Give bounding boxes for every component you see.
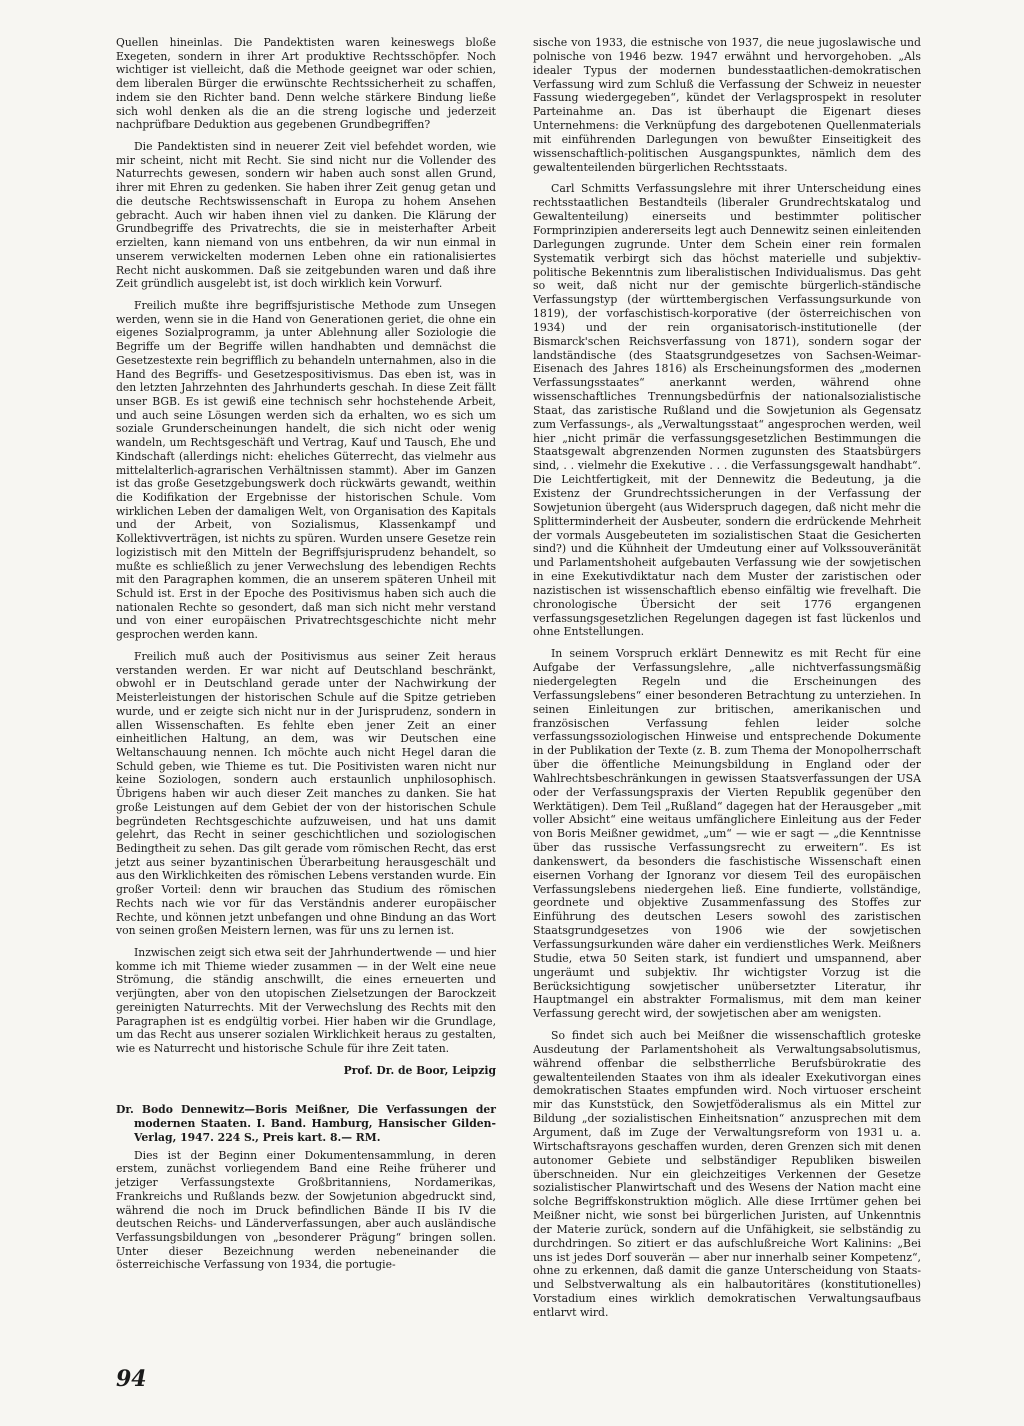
paragraph: So findet sich auch bei Meißner die wissenschaftlich groteske Ausdeutung der Parlamentshoheit als Verwaltungsabsolutismus, während offenbar die selbstherrliche Berufsbürokratie des gewaltenteilenden Staates von ihm als idealer Exekutivorgan eines demokratischen Staates empfunden wird. Noch virtuoser erscheint mir das Kunststück, den Sowjetföderalismus als ein Mittel zur Bildung „der sozialistischen Einheitsnation“ anzusprechen mit dem Argument, daß im Zuge der Verwaltungsreform von 1931 u. a. Wirtschaftsrayons geschaffen wurden, deren Grenzen sich mit denen autonomer Gebiete und selbständiger Republiken bisweilen überschneiden. Nur ein gleichzeitiges Verkennen der Gesetze sozialistischer Planwirtschaft und des Wesens der Nation macht eine solche Begriffskonstruktion möglich. Alle diese Irrtümer gehen bei Meißner nicht, wie sonst bei bürgerlichen Juristen, auf Unkenntnis der Materie zurück, sondern auf die Unfähigkeit, sie selbständig zu durchdringen. So zitiert er das aufschlußreiche Wort Kalinins: „Bei uns ist jedes Dorf souverän — aber nur innerhalb seiner Kompetenz“, ohne zu erkennen, daß damit die ganze Unterscheidung von Staats- und Selbstverwaltung als ein halbautoritäres (konstitutionelles) Vorstadium eines wirklich demokratischen Verwaltungsaufbaus entlarvt wird. <box>533 1029 921 1319</box>
page-number: 94 <box>116 1366 147 1392</box>
paragraph: Dies ist der Beginn einer Dokumentensammlung, in deren erstem, zunächst vorliegendem Band eine Reihe früherer und jetziger Verfassungstexte Großbritanniens, Nordamerikas, Frankreichs und Rußlands bezw. der Sowjetunion abgedruckt sind, während die noch im Druck befindlichen Bände II bis IV die deutschen Reichs- und Länderverfassungen, aber auch ausländische Verfassungsbildungen von „besonderer Prägung“ bringen sollen. Unter dieser Bezeichnung werden nebeneinander die österreichische Verfassung von 1934, die portugie- <box>116 1148 496 1272</box>
paragraph: In seinem Vorspruch erklärt Dennewitz es mit Recht für eine Aufgabe der Verfassungslehre, „alle nichtverfassungsmäßig niedergelegten Regeln und die Erscheinungen des Verfassungslebens“ einer besonderen Betrachtung zu unterziehen. In seinen Einleitungen zur britischen, amerikanischen und französischen Verfassung fehlen leider solche verfassungssoziologischen Hinweise und entsprechende Dokumente in der Publikation der Texte (z. B. zum Thema der Monopolherrschaft über die öffentliche Meinungsbildung in England oder der Wahlrechtsbeschränkungen in gewissen Staatsverfassungen der USA oder der Verfassungspraxis der Vierten Republik gegenüber den Werktätigen). Dem Teil „Rußland“ dagegen hat der Herausgeber „mit voller Absicht“ eine weitaus umfänglichere Einleitung aus der Feder von Boris Meißner gewidmet, „um“ — wie er sagt — „die Kenntnisse über das russische Verfassungsrecht zu erweitern“. Es ist dankenswert, da besonders die faschistische Wissenschaft einen eisernen Vorhang der Ignoranz vor diesem Teil des europäischen Verfassungslebens niedergehen ließ. Eine fundierte, vollständige, geordnete und objektive Zusammenfassung des Stoffes zur Einführung des deutschen Lesers sowohl des zaristischen Staatsgrundgesetzes von 1906 wie der sowjetischen Verfassungsurkunden wäre daher ein verdienstliches Werk. Meißners Studie, etwa 50 Seiten stark, ist fundiert und umspannend, aber ungeräumt und subjektiv. Ihr wichtigster Vorzug ist die Berücksichtigung sowjetischer unübersetzter Literatur, ihr Hauptmangel ein abstrakter Formalismus, mit dem man keiner Verfassung gerecht wird, der sowjetischen aber am wenigsten. <box>533 647 921 1021</box>
paragraph: Die Pandektisten sind in neuerer Zeit viel befehdet worden, wie mir scheint, nicht mit Recht. Sie sind nicht nur die Vollender des Naturrechts gewesen, sondern wir haben auch sonst allen Grund, ihrer mit Ehren zu gedenken. Sie haben ihrer Zeit genug getan und die deutsche Rechtswissenschaft in Europa zu hohem Ansehen gebracht. Auch wir haben ihnen viel zu danken. Die Klärung der Grundbegriffe des Privatrechts, die sie in meisterhafter Arbeit erzielten, kann niemand von uns entbehren, da wir nun einmal in unserem verwickelten modernen Leben ohne ein rationalisiertes Recht nicht auskommen. Daß sie zeitgebunden waren und daß ihre Zeit gründlich ausgelebt ist, ist doch wirklich kein Vorwurf. <box>116 140 496 291</box>
paragraph: Freilich mußte ihre begriffsjuristische Methode zum Unsegen werden, wenn sie in die Hand von Generationen geriet, die ohne ein eigenes Sozialprogramm, ja unter Ablehnung aller Soziologie die Begriffe um der Begriffe willen handhabten und demnächst die Gesetzestexte rein begrifflich zu behandeln unternahmen, also in die Hand des Begriffs- und Gesetzespositivismus. Das eben ist, was in den letzten Jahrzehnten des Jahrhunderts geschah. In diese Zeit fällt unser BGB. Es ist gewiß eine technisch sehr hochstehende Arbeit, und auch seine Lösungen werden sich da erhalten, wo es sich um soziale Grunderscheinungen handelt, die sich nicht oder wenig wandeln, um Rechtsgeschäft und Vertrag, Kauf und Tausch, Ehe und Kindschaft (allerdings nicht: eheliches Güterrecht, das vielmehr aus mittelalterlich-agrarischen Verhältnissen stammt). Aber im Ganzen ist das große Gesetzgebungswerk doch rückwärts gewandt, weithin die Kodifikation der Ergebnisse der historischen Schule. Vom wirklichen Leben der damaligen Welt, von Organisation des Kapitals und der Arbeit, von Sozialismus, Klassenkampf und Kollektivverträgen, ist nichts zu spüren. Wurden unsere Gesetze rein logizistisch mit den Mitteln der Begriffsjurisprudenz behandelt, so mußte es schließlich zu jener Verwechslung des lebendigen Rechts mit den Paragraphen kommen, die an unserem späteren Unheil mit Schuld ist. Erst in der Epoche des Positivismus haben sich auch die nationalen Rechte so gesondert, daß man sich nicht mehr verstand und von einer europäischen Privatrechtsgeschichte nicht mehr gesprochen werden kann. <box>116 298 496 642</box>
left-column <box>116 36 496 1280</box>
paragraph: Carl Schmitts Verfassungslehre mit ihrer Unterscheidung eines rechtsstaatlichen Bestandteils (liberaler Grundrechtskatalog und Gewaltenteilung) einerseits und bestimmter politischer Formprinzipien andererseits legt auch Dennewitz seinen einleitenden Darlegungen zugrunde. Unter dem Schein einer rein formalen Systematik verbirgt sich das höchst materielle und subjektiv-politische Bekenntnis zum liberalistischen Individualismus. Das geht so weit, daß nicht nur der gemischte bürgerlich-ständische Verfassungstyp (der württembergischen Verfassungsurkunde von 1819), der vorfaschistisch-korporative (der österreichischen von 1934) und der rein organisatorisch-institutionelle (der Bismarck'schen Reichsverfassung von 1871), sondern sogar der landständische (des Staatsgrundgesetzes von Sachsen-Weimar-Eisenach des Jahres 1816) als Erscheinungsformen des „modernen Verfassungsstaates“ anerkannt werden, während ohne wissenschaftliches Trennungsbedürfnis der nationalsozialistische Staat, das zaristische Rußland und die Sowjetunion als Gegensatz zum Verfassungs-, als „Verwaltungsstaat“ angesprochen werden, weil hier „nicht primär die verfassungsgesetzlichen Bestimmungen die Staatsgewalt abgrenzenden Normen zugunsten des Staatsbürgers sind, . . vielmehr die Exekutive . . . die Verfassungsgewalt handhabt“. Die Leichtfertigkeit, mit der Dennewitz die Bedeutung, ja die Existenz der Grundrechtssicherungen in der Verfassung der Sowjetunion übergeht (aus Widerspruch dagegen, daß nicht mehr die Splitterminderheit der Ausbeuter, sondern die erdrückende Mehrheit der vormals Ausgebeuteten im sozialistischen Staat die Gesicherten sind?) und die Kühnheit der Umdeutung einer auf Volkssouveränität und Parlamentshoheit aufgebauten Verfassung wie der sowjetischen in eine Exekutivdiktatur nach dem Muster der zaristischen oder nazistischen ist wissenschaftlich ebenso einfältig wie frevelhaft. Die chronologische Übersicht der seit 1776 ergangenen verfassungsgesetzlichen Regelungen dagegen ist fast lückenlos und ohne Entstellungen. <box>533 182 921 639</box>
paragraph: Quellen hineinlas. Die Pandektisten waren keineswegs bloße Exegeten, sondern in ihrer Art produktive Rechtsschöpfer. Noch wichtiger ist vielleicht, daß die Methode geeignet war oder schien, dem liberalen Bürger die erwünschte Rechtssicherheit zu schaffen, indem sie den Richter band. Denn welche stärkere Bindung ließe sich wohl denken als die an die streng logische und jederzeit nachprüfbare Deduktion aus gegebenen Grundbegriffen? <box>116 36 496 132</box>
paragraph: Inzwischen zeigt sich etwa seit der Jahrhundertwende — und hier komme ich mit Thieme wieder zusammen — in der Welt eine neue Strömung, die ständig anschwillt, die eines erneuerten und verjüngten, aber von den utopischen Zielsetzungen der Barockzeit gereinigten Naturrechts. Mit der Verwechslung des Rechts mit den Paragraphen ist es endgültig vorbei. Hier haben wir die Grundlage, um das Recht aus unserer sozialen Wirklichkeit heraus zu gestalten, wie es Naturrecht und historische Schule für ihre Zeit taten. <box>116 946 496 1056</box>
review-heading: Dr. Bodo Dennewitz—Boris Meißner, Die Verfassungen der modernen Staaten. I. Band. Hamburg, Hansischer Gilden-Verlag, 1947. 224 S., Preis kart. 8.— RM. <box>116 1103 496 1144</box>
author-signature: Prof. Dr. de Boor, Leipzig <box>343 1063 496 1077</box>
paragraph: sische von 1933, die estnische von 1937, die neue jugoslawische und polnische von 1946 bezw. 1947 erwähnt und hervorgehoben. „Als idealer Typus der modernen bundesstaatlichen-demokratischen Verfassung wird zum Schluß die Verfassung der Schweiz in neuester Fassung wiedergegeben“, kündet der Verlagsprospekt in resoluter Parteinahme an. Das ist überhaupt die Eigenart dieses Unternehmens: die Verknüpfung des dargebotenen Quellenmaterials mit einführenden Darlegungen von bewußter Einseitigkeit des wissenschaftlich-politischen Ausgangspunktes, nämlich dem des gewaltenteilenden bürgerlichen Rechtsstaats. <box>533 36 921 174</box>
paragraph: Freilich muß auch der Positivismus aus seiner Zeit heraus verstanden werden. Er war nicht auf Deutschland beschränkt, obwohl er in Deutschland gerade unter der Nachwirkung der Meisterleistungen der historischen Schule auf die Spitze getrieben wurde, und er zeigte sich nicht nur in der Jurisprudenz, sondern in allen Wissenschaften. Es fehlte eben jener Zeit an einer einheitlichen Haltung, an dem, was wir Deutschen eine Weltanschauung nennen. Ich möchte auch nicht Hegel daran die Schuld geben, wie Thieme es tut. Die Positivisten waren nicht nur keine Soziologen, sondern auch erstaunlich unphilosophisch. Übrigens haben wir auch dieser Zeit manches zu danken. Sie hat große Leistungen auf dem Gebiet der von der historischen Schule begründeten Rechtsgeschichte aufzuweisen, und hat uns damit gelehrt, das Recht in seiner geschichtlichen und soziologischen Bedingtheit zu sehen. Das gilt gerade vom römischen Recht, das erst jetzt aus seiner byzantinischen Überarbeitung herausgeschält und aus den Wirklichkeiten des römischen Lebens verstanden wurde. Ein großer Vorteil: denn wir brauchen das Studium des römischen Rechts nach wie vor für das Verständnis anderer europäischer Rechte, und können jetzt unbefangen und ohne Bindung an das Wort von seinen großen Meistern lernen, was für uns zu lernen ist. <box>116 649 496 938</box>
right-column <box>533 36 921 1328</box>
